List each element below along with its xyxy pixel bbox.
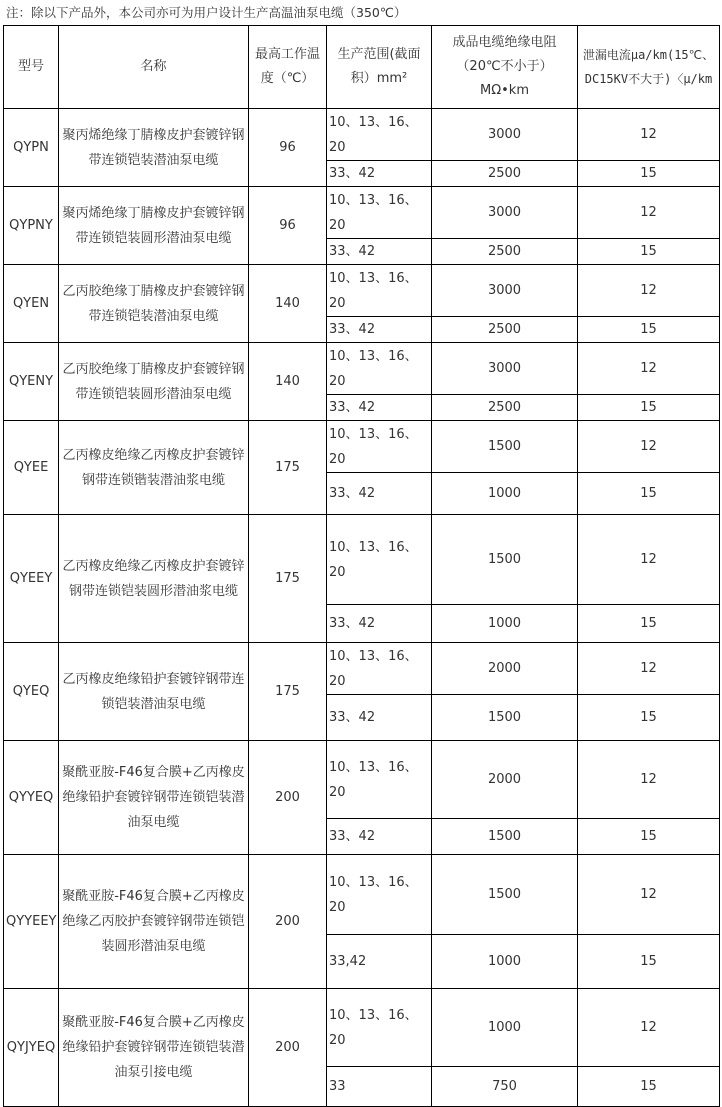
name-cell: 乙丙橡皮绝缘乙丙橡皮护套镀锌钢带连锁铠装圆形潜油浆电缆 xyxy=(59,515,249,643)
leakage-current-cell: 12 xyxy=(578,989,720,1067)
model-cell: QYEN xyxy=(4,265,59,343)
leakage-current-cell: 15 xyxy=(578,605,720,643)
range-cell: 33、42 xyxy=(327,819,432,855)
insulation-resistance-cell: 2000 xyxy=(432,741,578,819)
range-cell: 10、13、16、20 xyxy=(327,421,432,473)
header-max-temp: 最高工作温度（℃） xyxy=(249,26,327,109)
range-cell: 10、13、16、20 xyxy=(327,989,432,1067)
table-row xyxy=(4,741,720,819)
insulation-resistance-cell: 3000 xyxy=(432,265,578,317)
max-temp-cell: 200 xyxy=(249,989,327,1107)
leakage-current-cell: 12 xyxy=(578,515,720,605)
leakage-current-cell: 12 xyxy=(578,643,720,695)
leakage-current-cell: 12 xyxy=(578,265,720,317)
insulation-resistance-cell: 1000 xyxy=(432,935,578,989)
header-range: 生产范围(截面积）mm² xyxy=(327,26,432,109)
max-temp-cell: 96 xyxy=(249,187,327,265)
max-temp-cell: 200 xyxy=(249,855,327,989)
insulation-resistance-cell: 1500 xyxy=(432,421,578,473)
table-row xyxy=(4,343,720,395)
table-row xyxy=(4,109,720,161)
range-cell: 33、42 xyxy=(327,395,432,421)
leakage-current-cell: 15 xyxy=(578,473,720,515)
name-cell: 聚酰亚胺-F46复合膜+乙丙橡皮绝缘铅护套镀锌钢带连锁铠装潜油泵电缆 xyxy=(59,741,249,855)
table-note: 注：除以下产品外，本公司亦可为用户设计生产高温油泵电缆（350℃） xyxy=(6,5,407,20)
range-cell: 10、13、16、20 xyxy=(327,741,432,819)
insulation-resistance-cell: 1500 xyxy=(432,855,578,935)
name-cell: 乙丙橡皮绝缘乙丙橡皮护套镀锌钢带连锁锴装潜油浆电缆 xyxy=(59,421,249,515)
insulation-resistance-cell: 2500 xyxy=(432,239,578,265)
header-insulation-resistance: 成品电缆绝缘电阻（20℃不小于）MΩ•km xyxy=(432,26,578,109)
insulation-resistance-cell: 2000 xyxy=(432,643,578,695)
table-row xyxy=(4,265,720,317)
range-cell: 33、42 xyxy=(327,695,432,741)
table-row xyxy=(4,855,720,935)
name-cell: 乙丙胶绝缘丁腈橡皮护套镀锌钢带连锁铠装圆形潜油泵电缆 xyxy=(59,343,249,421)
insulation-resistance-cell: 3000 xyxy=(432,109,578,161)
name-cell: 聚酰亚胺-F46复合膜+乙丙橡皮绝缘铅护套镀锌钢带连锁铠装潜油泵引接电缆 xyxy=(59,989,249,1107)
model-cell: QYPN xyxy=(4,109,59,187)
table-row xyxy=(4,187,720,239)
insulation-resistance-cell: 1000 xyxy=(432,605,578,643)
header-name: 名称 xyxy=(59,26,249,109)
header-model: 型号 xyxy=(4,26,59,109)
insulation-resistance-cell: 2500 xyxy=(432,395,578,421)
insulation-resistance-cell: 1000 xyxy=(432,989,578,1067)
model-cell: QYEEY xyxy=(4,515,59,643)
insulation-resistance-cell: 2500 xyxy=(432,317,578,343)
range-cell: 33 xyxy=(327,1067,432,1107)
range-cell: 33、42 xyxy=(327,473,432,515)
leakage-current-cell: 12 xyxy=(578,187,720,239)
max-temp-cell: 96 xyxy=(249,109,327,187)
leakage-current-cell: 15 xyxy=(578,1067,720,1107)
name-cell: 聚酰亚胺-F46复合膜+乙丙橡皮绝缘乙丙胶护套镀锌钢带连锁铠装圆形潜油泵电缆 xyxy=(59,855,249,989)
leakage-current-cell: 15 xyxy=(578,819,720,855)
leakage-current-cell: 15 xyxy=(578,317,720,343)
range-cell: 10、13、16、20 xyxy=(327,855,432,935)
table-row xyxy=(4,515,720,605)
range-cell: 10、13、16、20 xyxy=(327,187,432,239)
cable-spec-table xyxy=(3,25,720,1107)
insulation-resistance-cell: 1500 xyxy=(432,819,578,855)
name-cell: 乙丙胶绝缘丁腈橡皮护套镀锌钢带连锁铠装潜油泵电缆 xyxy=(59,265,249,343)
insulation-resistance-cell: 1000 xyxy=(432,473,578,515)
range-cell: 10、13、16、20 xyxy=(327,265,432,317)
model-cell: QYEQ xyxy=(4,643,59,741)
model-cell: QYYEQ xyxy=(4,741,59,855)
name-cell: 聚丙烯绝缘丁腈橡皮护套镀锌钢带连锁铠装圆形潜油泵电缆 xyxy=(59,187,249,265)
insulation-resistance-cell: 3000 xyxy=(432,343,578,395)
range-cell: 33、42 xyxy=(327,239,432,265)
insulation-resistance-cell: 1500 xyxy=(432,695,578,741)
table-row xyxy=(4,421,720,473)
table-row xyxy=(4,643,720,695)
max-temp-cell: 175 xyxy=(249,515,327,643)
name-cell: 乙丙橡皮绝缘铅护套镀锌钢带连锁铠装潜油泵电缆 xyxy=(59,643,249,741)
leakage-current-cell: 12 xyxy=(578,855,720,935)
table-header-row xyxy=(4,26,720,109)
range-cell: 10、13、16、20 xyxy=(327,109,432,161)
header-leakage-current: 泄漏电流μa/km(15℃、DC15KV不大于)〈μ/km xyxy=(578,26,720,109)
range-cell: 10、13、16、20 xyxy=(327,643,432,695)
model-cell: QYYEEY xyxy=(4,855,59,989)
table-row xyxy=(4,989,720,1067)
max-temp-cell: 175 xyxy=(249,643,327,741)
leakage-current-cell: 15 xyxy=(578,395,720,421)
range-cell: 10、13、16、20 xyxy=(327,343,432,395)
model-cell: QYPNY xyxy=(4,187,59,265)
insulation-resistance-cell: 3000 xyxy=(432,187,578,239)
range-cell: 33,42 xyxy=(327,935,432,989)
leakage-current-cell: 15 xyxy=(578,239,720,265)
name-cell: 聚丙烯绝缘丁腈橡皮护套镀锌钢带连锁铠装潜油泵电缆 xyxy=(59,109,249,187)
leakage-current-cell: 12 xyxy=(578,109,720,161)
leakage-current-cell: 12 xyxy=(578,421,720,473)
range-cell: 10、13、16、20 xyxy=(327,515,432,605)
leakage-current-cell: 15 xyxy=(578,695,720,741)
leakage-current-cell: 12 xyxy=(578,741,720,819)
max-temp-cell: 140 xyxy=(249,265,327,343)
model-cell: QYEE xyxy=(4,421,59,515)
insulation-resistance-cell: 750 xyxy=(432,1067,578,1107)
max-temp-cell: 140 xyxy=(249,343,327,421)
model-cell: QYENY xyxy=(4,343,59,421)
range-cell: 33、42 xyxy=(327,605,432,643)
leakage-current-cell: 12 xyxy=(578,343,720,395)
leakage-current-cell: 15 xyxy=(578,935,720,989)
range-cell: 33、42 xyxy=(327,317,432,343)
range-cell: 33、42 xyxy=(327,161,432,187)
max-temp-cell: 200 xyxy=(249,741,327,855)
model-cell: QYJYEQ xyxy=(4,989,59,1107)
insulation-resistance-cell: 2500 xyxy=(432,161,578,187)
insulation-resistance-cell: 1500 xyxy=(432,515,578,605)
leakage-current-cell: 15 xyxy=(578,161,720,187)
max-temp-cell: 175 xyxy=(249,421,327,515)
